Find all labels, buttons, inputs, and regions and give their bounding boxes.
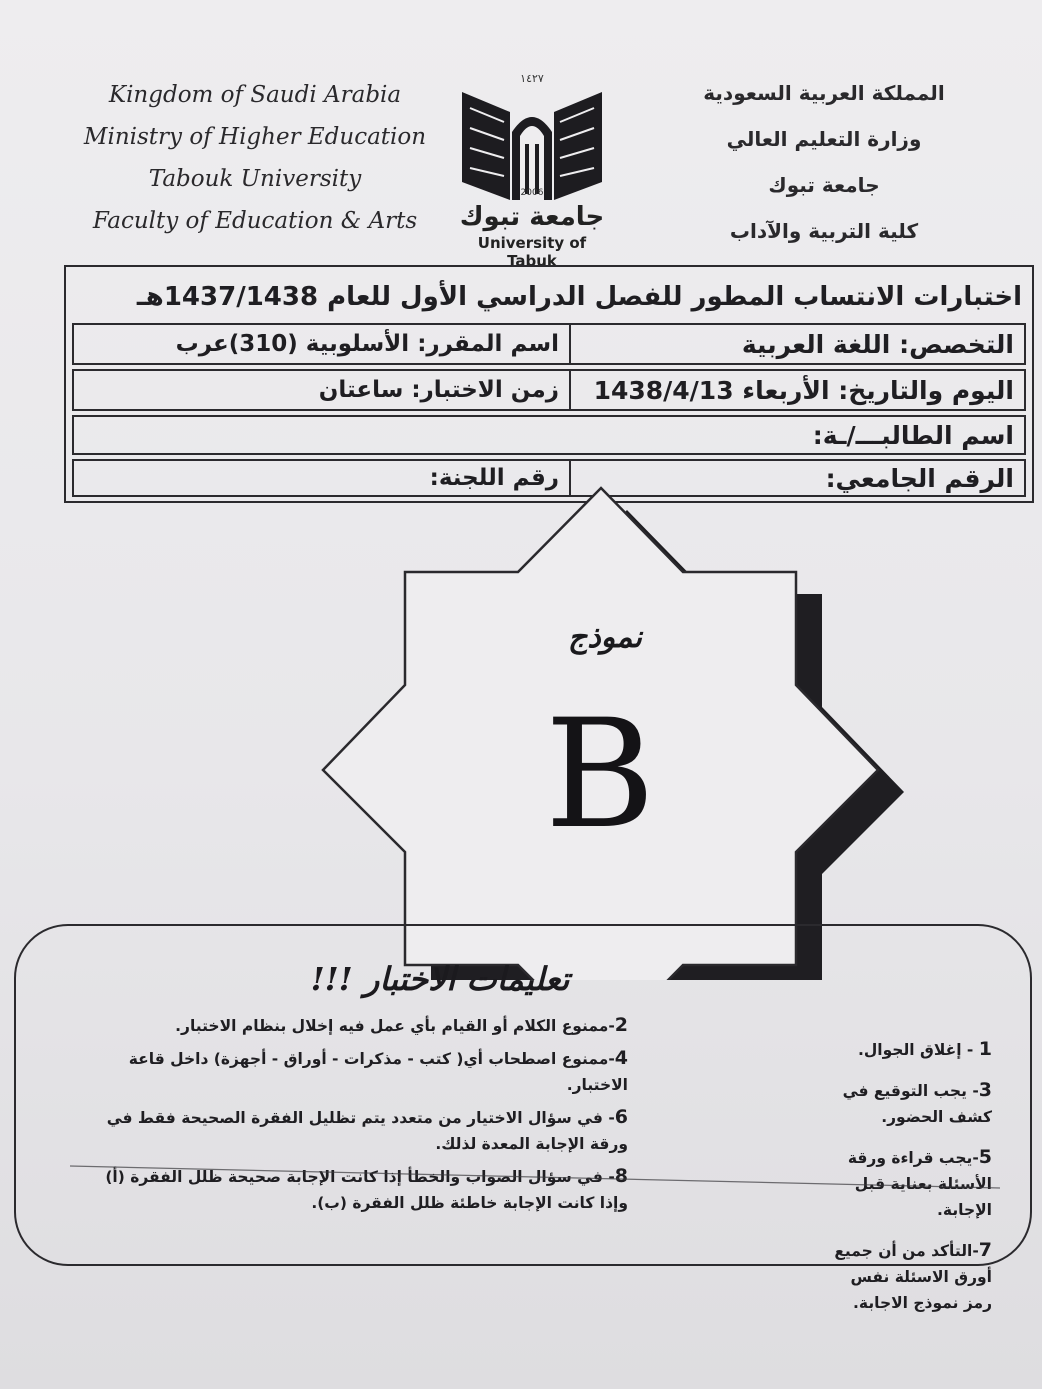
student-name-field[interactable]: اسم الطالبـــ/ـة: bbox=[812, 420, 1014, 450]
logo-year-gregorian: 2006 bbox=[520, 188, 544, 198]
header-en-line-4: Faculty of Education & Arts bbox=[92, 208, 418, 234]
instructions-title: تعليمات الاختبار !!! bbox=[310, 960, 570, 998]
logo-name-english: University of Tabuk bbox=[477, 234, 587, 270]
header-ar-line-1: المملكة العربية السعودية bbox=[703, 81, 945, 105]
committee-number-field[interactable]: رقم اللجنة: bbox=[429, 465, 559, 491]
header-ar-line-2: وزارة التعليم العالي bbox=[726, 127, 922, 151]
instruction-item: 1 - إغلاق الجوال. bbox=[857, 1038, 992, 1060]
logo-year-hijri: ١٤٢٧ bbox=[520, 72, 544, 85]
header-ar-line-3: جامعة تبوك bbox=[768, 173, 880, 197]
instruction-item: 7-التأكد من أن جميع أورق الاسئلة نفس رمز نموذج الاجابة. bbox=[834, 1239, 992, 1312]
instruction-item: 3- يجب التوقيع في كشف الحضور. bbox=[842, 1079, 992, 1126]
instruction-item: 6- في سؤال الاختيار من متعدد يتم تظليل الفقرة الصحيحة فقط في ورقة الإجابة المعدة لذلك. bbox=[106, 1106, 628, 1153]
model-letter: B bbox=[544, 688, 656, 862]
instruction-item: 4-ممنوع اصطحاب أي( كتب - مذكرات - أوراق - أجهزة) داخل قاعة الاختبار. bbox=[128, 1047, 628, 1094]
model-label: نموذج bbox=[568, 620, 642, 655]
pen-strike-line bbox=[70, 1160, 1000, 1190]
header-ar-line-4: كلية التربية والآداب bbox=[729, 219, 919, 243]
university-logo bbox=[452, 72, 612, 270]
header-en-line-2: Ministry of Higher Education bbox=[83, 124, 427, 150]
date-field: اليوم والتاريخ: الأربعاء 1438/4/13 bbox=[569, 371, 1024, 409]
course-field: اسم المقرر: الأسلوبية (310)عرب bbox=[175, 331, 559, 357]
info-row-major-course bbox=[72, 323, 1026, 365]
exam-info-table bbox=[64, 265, 1034, 503]
logo-name-arabic: جامعة تبوك bbox=[459, 202, 605, 232]
header-arabic bbox=[694, 70, 954, 254]
info-row-student-name bbox=[72, 415, 1026, 455]
instruction-item: 5-يجب قراءة ورقة الأسئلة بعناية قبل الإجابة. bbox=[847, 1146, 992, 1219]
instruction-item: 8- في سؤال الصواب والخطأ إذا كانت الإجابة صحيحة ظلل الفقرة (أ) وإذا كانت الإجابة خاطئة ظلل الفقرة (ب). bbox=[105, 1165, 628, 1212]
header-en-line-1: Kingdom of Saudi Arabia bbox=[108, 82, 402, 108]
student-id-field[interactable]: الرقم الجامعي: bbox=[569, 461, 1024, 495]
instruction-item: 2-ممنوع الكلام أو القيام بأي عمل فيه إخلال بنظام الاختبار. bbox=[175, 1014, 628, 1036]
duration-field: زمن الاختبار: ساعتان bbox=[318, 377, 559, 403]
info-row-date-duration bbox=[72, 369, 1026, 411]
gate-emblem-icon bbox=[452, 72, 612, 202]
header-english bbox=[60, 74, 450, 242]
instructions-left-column bbox=[78, 1012, 628, 1222]
major-field: التخصص: اللغة العربية bbox=[569, 325, 1024, 363]
exam-title: اختبارات الانتساب المطور للفصل الدراسي الأول للعام 1437/1438هـ bbox=[136, 282, 1022, 312]
header-en-line-3: Tabouk University bbox=[148, 166, 362, 192]
